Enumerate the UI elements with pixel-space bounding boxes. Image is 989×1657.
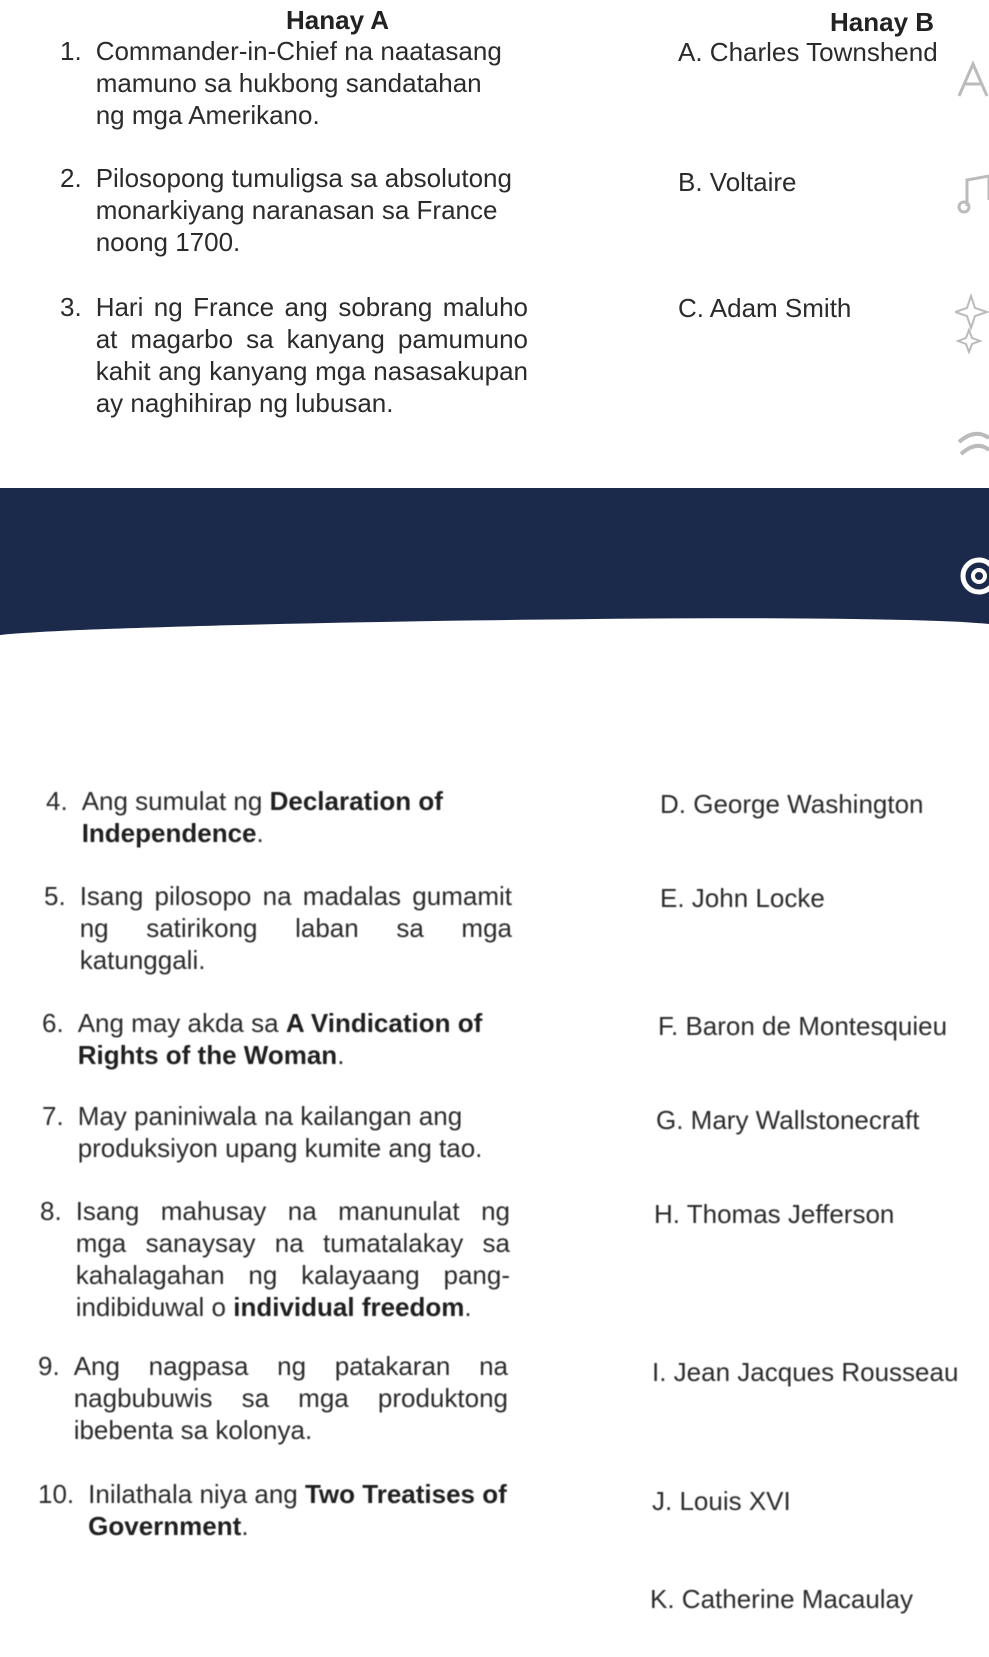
music-icon[interactable] [949,170,989,214]
text-style-icon[interactable] [949,58,989,102]
choice-a: A. Charles Townshend [678,37,938,67]
choice-j: J. Louis XVI [652,1486,791,1516]
item-9 [38,1350,508,1446]
choice-c: C. Adam Smith [678,293,852,323]
item-text: Inilathala niya ang Two Treatises of Government. [88,1479,507,1541]
item-number: 8. [40,1196,62,1226]
item-2 [60,162,530,258]
item-5 [44,880,512,976]
item-number: 1. [60,36,82,66]
divider-band [0,488,989,638]
item-number: 5. [44,881,66,911]
item-7 [42,1100,512,1164]
column-b-header: Hanay B [830,7,935,37]
item-text: Isang pilosopo na madalas gumamit ng satirikong laban sa mga katunggali. [79,881,512,975]
item-number: 4. [46,786,68,816]
item-number: 2. [60,163,82,193]
choice-g: G. Mary Wallstonecraft [656,1105,920,1135]
item-4 [46,785,516,849]
item-number: 6. [42,1008,64,1038]
sparkle-icon[interactable] [949,290,989,354]
choice-k: K. Catherine Macaulay [650,1584,914,1614]
choice-b: B. Voltaire [678,167,797,197]
item-number: 9. [38,1351,60,1381]
sticker-icon[interactable] [949,424,989,468]
column-a-header: Hanay A [286,5,390,35]
choice-e: E. John Locke [660,883,825,913]
item-text: Ang may akda sa A Vindication of Rights of the Woman. [77,1008,483,1070]
item-number: 10. [38,1479,75,1509]
more-icon[interactable] [949,550,989,598]
choice-f: F. Baron de Montesquieu [658,1011,948,1041]
item-6 [42,1007,522,1071]
item-1 [60,35,515,131]
choice-h: H. Thomas Jefferson [654,1199,895,1229]
item-text: Pilosopong tumuligsa sa absolutong monarkiyang naranasan sa France noong 1700. [95,163,512,257]
item-number: 7. [42,1101,64,1131]
item-8 [40,1195,510,1323]
item-3 [60,291,528,419]
item-text: Ang sumulat ng Declaration of Independence. [81,786,443,848]
item-text: Isang mahusay na manunulat ng mga sanaysay na tumatalakay sa kahalagahan ng kalayaang pang-indibiduwal o individual freedom. [75,1196,510,1322]
choice-d: D. George Washington [660,789,924,819]
item-10 [38,1478,508,1542]
item-text: Commander-in-Chief na naatasang mamuno sa hukbong sandatahan ng mga Amerikano. [95,36,502,130]
item-text: May paniniwala na kailangan ang produksiyon upang kumite ang tao. [77,1101,483,1163]
item-text: Hari ng France ang sobrang maluho at magarbo sa kanyang pamumuno kahit ang kanyang mga nasasakupan ay naghihirap ng lubusan. [95,292,528,418]
item-text: Ang nagpasa ng patakaran na nagbubuwis sa mga produktong ibebenta sa kolonya. [73,1351,508,1445]
item-number: 3. [60,292,82,322]
choice-i: I. Jean Jacques Rousseau [652,1357,959,1387]
